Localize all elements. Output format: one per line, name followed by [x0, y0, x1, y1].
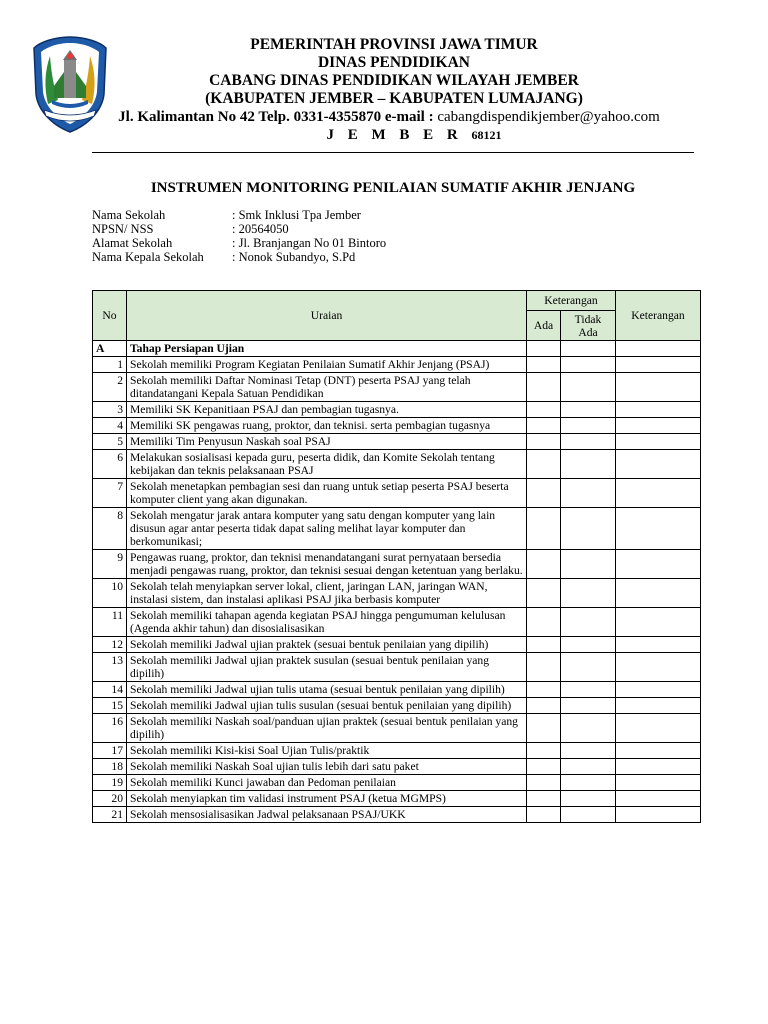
- ada-cell: [527, 637, 561, 653]
- info-row: [92, 236, 386, 250]
- monitoring-table: [92, 290, 701, 823]
- tidak-ada-cell: [561, 698, 616, 714]
- table-row: [93, 743, 701, 759]
- table-row: [93, 508, 701, 550]
- row-description: Sekolah menyiapkan tim validasi instrument PSAJ (ketua MGMPS): [127, 791, 527, 807]
- row-description: Memiliki SK Kepanitiaan PSAJ dan pembagian tugasnya.: [127, 402, 527, 418]
- table-row: [93, 357, 701, 373]
- col-header-keterangan-group: Keterangan: [527, 291, 616, 311]
- table-row: [93, 653, 701, 682]
- row-description: Pengawas ruang, proktor, dan teknisi menandatangani surat pernyataan bersedia menjadi pengawas ruang, proktor, dan teknisi sesuai dengan ketentuan yang berlaku.: [127, 550, 527, 579]
- letterhead: [110, 36, 678, 144]
- table-row: [93, 550, 701, 579]
- keterangan-cell: [616, 698, 701, 714]
- ada-cell: [527, 775, 561, 791]
- table-row: [93, 759, 701, 775]
- row-description: Sekolah memiliki Naskah Soal ujian tulis lebih dari satu paket: [127, 759, 527, 775]
- row-number: 3: [93, 402, 127, 418]
- tidak-ada-cell: [561, 508, 616, 550]
- keterangan-cell: [616, 479, 701, 508]
- col-header-uraian: Uraian: [127, 291, 527, 341]
- row-description: Sekolah menetapkan pembagian sesi dan ruang untuk setiap peserta PSAJ beserta komputer client yang akan digunakan.: [127, 479, 527, 508]
- row-number: 6: [93, 450, 127, 479]
- col-header-keterangan: Keterangan: [616, 291, 701, 341]
- row-number: 19: [93, 775, 127, 791]
- keterangan-cell: [616, 775, 701, 791]
- ada-cell: [527, 653, 561, 682]
- tidak-ada-cell: [561, 682, 616, 698]
- row-description: Sekolah memiliki tahapan agenda kegiatan PSAJ hingga pengumuman kelulusan (Agenda akhir tahun) dan disosialisasikan: [127, 608, 527, 637]
- row-number: 4: [93, 418, 127, 434]
- row-description: Sekolah memiliki Kunci jawaban dan Pedoman penilaian: [127, 775, 527, 791]
- col-header-ada: Ada: [527, 311, 561, 341]
- row-description: Melakukan sosialisasi kepada guru, peserta didik, dan Komite Sekolah tentang kebijakan dan teknis pelaksanaan PSAJ: [127, 450, 527, 479]
- info-label: Nama Kepala Sekolah: [92, 250, 204, 264]
- table-row: [93, 434, 701, 450]
- keterangan-cell: [616, 637, 701, 653]
- row-number: 12: [93, 637, 127, 653]
- ada-cell: [527, 434, 561, 450]
- keterangan-cell: [616, 579, 701, 608]
- keterangan-cell: [616, 450, 701, 479]
- row-description: Sekolah mengatur jarak antara komputer yang satu dengan komputer yang lain disusun agar antar peserta tidak dapat saling melihat layar komputer dan berkomunikasi;: [127, 508, 527, 550]
- row-description: Sekolah memiliki Program Kegiatan Penilaian Sumatif Akhir Jenjang (PSAJ): [127, 357, 527, 373]
- info-row: [92, 208, 386, 222]
- tidak-ada-cell: [561, 418, 616, 434]
- row-number: 7: [93, 479, 127, 508]
- row-description: Sekolah memiliki Jadwal ujian tulis utama (sesuai bentuk penilaian yang dipilih): [127, 682, 527, 698]
- tidak-ada-cell: [561, 550, 616, 579]
- tidak-ada-cell: [561, 791, 616, 807]
- info-value: : 20564050: [232, 222, 289, 236]
- row-description: Sekolah memiliki Daftar Nominasi Tetap (DNT) peserta PSAJ yang telah ditandatangani Kepala Satuan Pendidikan: [127, 373, 527, 402]
- tidak-ada-cell: [561, 775, 616, 791]
- row-number: 18: [93, 759, 127, 775]
- ada-cell: [527, 508, 561, 550]
- table-row: [93, 714, 701, 743]
- ada-cell: [527, 402, 561, 418]
- tidak-ada-cell: [561, 608, 616, 637]
- ada-cell: [527, 479, 561, 508]
- row-description: Sekolah memiliki Kisi-kisi Soal Ujian Tulis/praktik: [127, 743, 527, 759]
- tidak-ada-cell: [561, 637, 616, 653]
- keterangan-cell: [616, 759, 701, 775]
- east-java-province-logo: [30, 34, 110, 134]
- col-header-tidak-ada: Tidak Ada: [561, 311, 616, 341]
- info-value: : Jl. Branjangan No 01 Bintoro: [232, 236, 387, 250]
- school-info: [92, 208, 386, 264]
- keterangan-cell: [616, 791, 701, 807]
- tidak-ada-cell: [561, 450, 616, 479]
- table-row: [93, 450, 701, 479]
- table-row: [93, 579, 701, 608]
- ada-cell: [527, 714, 561, 743]
- ada-cell: [527, 743, 561, 759]
- keterangan-cell: [616, 402, 701, 418]
- department-name: DINAS PENDIDIKAN: [317, 54, 470, 71]
- row-number: 10: [93, 579, 127, 608]
- section-row: [93, 341, 701, 357]
- row-number: 21: [93, 807, 127, 823]
- ada-cell: [527, 698, 561, 714]
- row-number: 5: [93, 434, 127, 450]
- ada-cell: [527, 759, 561, 775]
- row-description: Sekolah memiliki Jadwal ujian praktek susulan (sesuai bentuk penilaian yang dipilih): [127, 653, 527, 682]
- row-number: 9: [93, 550, 127, 579]
- table-row: [93, 791, 701, 807]
- ada-cell: [527, 357, 561, 373]
- tidak-ada-cell: [561, 479, 616, 508]
- ada-cell: [527, 682, 561, 698]
- row-number: 13: [93, 653, 127, 682]
- row-number: 17: [93, 743, 127, 759]
- table-row: [93, 373, 701, 402]
- row-number: 1: [93, 357, 127, 373]
- table-row: [93, 698, 701, 714]
- info-label: NPSN/ NSS: [92, 222, 154, 236]
- keterangan-cell: [616, 682, 701, 698]
- ada-cell: [527, 341, 561, 357]
- table-row: [93, 682, 701, 698]
- row-description: Sekolah mensosialisasikan Jadwal pelaksanaan PSAJ/UKK: [127, 807, 527, 823]
- table-row: [93, 418, 701, 434]
- keterangan-cell: [616, 807, 701, 823]
- ada-cell: [527, 550, 561, 579]
- postal-code: 68121: [471, 128, 502, 142]
- tidak-ada-cell: [561, 653, 616, 682]
- tidak-ada-cell: [561, 357, 616, 373]
- row-description: Sekolah memiliki Jadwal ujian praktek (sesuai bentuk penilaian yang dipilih): [127, 637, 527, 653]
- info-label: Nama Sekolah: [92, 208, 166, 222]
- row-description: Sekolah memiliki Naskah soal/panduan ujian praktek (sesuai bentuk penilaian yang dipilih): [127, 714, 527, 743]
- table-row: [93, 479, 701, 508]
- table-row: [93, 402, 701, 418]
- tidak-ada-cell: [561, 743, 616, 759]
- keterangan-cell: [616, 508, 701, 550]
- info-label: Alamat Sekolah: [92, 236, 173, 250]
- row-number: 16: [93, 714, 127, 743]
- address-text: Jl. Kalimantan No 42 Telp. 0331-4355870 e-mail :: [118, 109, 434, 125]
- keterangan-cell: [616, 550, 701, 579]
- tidak-ada-cell: [561, 579, 616, 608]
- info-row: [92, 250, 386, 264]
- keterangan-cell: [616, 418, 701, 434]
- table-row: [93, 637, 701, 653]
- col-header-no: No: [93, 291, 127, 341]
- keterangan-cell: [616, 341, 701, 357]
- row-number: 20: [93, 791, 127, 807]
- header-divider: [92, 152, 694, 153]
- tidak-ada-cell: [561, 341, 616, 357]
- row-number: 8: [93, 508, 127, 550]
- row-description: Sekolah memiliki Jadwal ujian tulis susulan (sesuai bentuk penilaian yang dipilih): [127, 698, 527, 714]
- row-description: Memiliki SK pengawas ruang, proktor, dan teknisi. serta pembagian tugasnya: [127, 418, 527, 434]
- keterangan-cell: [616, 714, 701, 743]
- row-number: 14: [93, 682, 127, 698]
- region-name: (KABUPATEN JEMBER – KABUPATEN LUMAJANG): [205, 90, 583, 107]
- ada-cell: [527, 807, 561, 823]
- address-line: [100, 108, 678, 126]
- ada-cell: [527, 791, 561, 807]
- ada-cell: [527, 373, 561, 402]
- tidak-ada-cell: [561, 759, 616, 775]
- branch-name: CABANG DINAS PENDIDIKAN WILAYAH JEMBER: [209, 72, 579, 89]
- tidak-ada-cell: [561, 714, 616, 743]
- keterangan-cell: [616, 373, 701, 402]
- government-name: PEMERINTAH PROVINSI JAWA TIMUR: [250, 36, 538, 53]
- ada-cell: [527, 450, 561, 479]
- ada-cell: [527, 579, 561, 608]
- header-row: [93, 291, 701, 311]
- city-name: J E M B E R: [326, 127, 463, 143]
- tidak-ada-cell: [561, 402, 616, 418]
- row-number: 2: [93, 373, 127, 402]
- ada-cell: [527, 418, 561, 434]
- ada-cell: [527, 608, 561, 637]
- row-description: Sekolah telah menyiapkan server lokal, client, jaringan LAN, jaringan WAN, instalasi sistem, dan instalasi aplikasi PSAJ jika berbasis komputer: [127, 579, 527, 608]
- row-description: Memiliki Tim Penyusun Naskah soal PSAJ: [127, 434, 527, 450]
- info-row: [92, 222, 386, 236]
- keterangan-cell: [616, 743, 701, 759]
- tidak-ada-cell: [561, 434, 616, 450]
- table-row: [93, 807, 701, 823]
- section-title: Tahap Persiapan Ujian: [127, 341, 527, 357]
- keterangan-cell: [616, 434, 701, 450]
- table-row: [93, 608, 701, 637]
- row-number: 11: [93, 608, 127, 637]
- row-number: 15: [93, 698, 127, 714]
- info-value: : Smk Inklusi Tpa Jember: [232, 208, 361, 222]
- tidak-ada-cell: [561, 373, 616, 402]
- info-value: : Nonok Subandyo, S.Pd: [232, 250, 356, 264]
- table-row: [93, 775, 701, 791]
- city-line: [150, 126, 678, 144]
- tidak-ada-cell: [561, 807, 616, 823]
- keterangan-cell: [616, 357, 701, 373]
- email-address: cabangdispendikjember@yahoo.com: [437, 109, 660, 125]
- keterangan-cell: [616, 653, 701, 682]
- section-letter: A: [93, 341, 127, 357]
- keterangan-cell: [616, 608, 701, 637]
- document-title: INSTRUMEN MONITORING PENILAIAN SUMATIF AKHIR JENJANG: [150, 180, 636, 196]
